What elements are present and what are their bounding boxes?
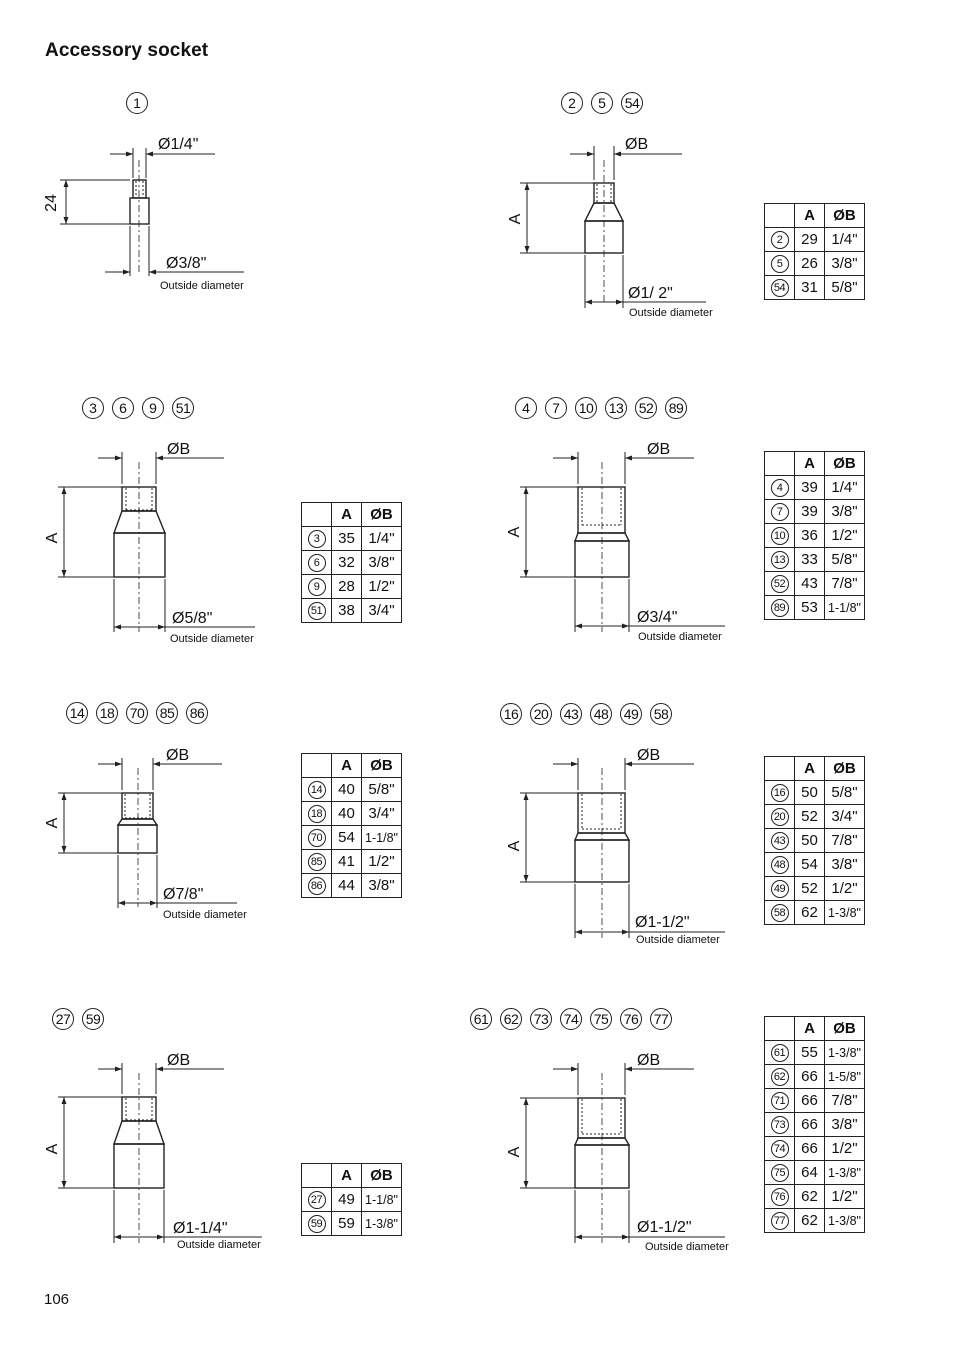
row-value-a: 66: [795, 1137, 825, 1161]
row-value-a: 38: [332, 599, 362, 623]
row-value-b: 3/4": [362, 599, 402, 623]
header-blank: [765, 757, 795, 781]
row-value-a: 64: [795, 1161, 825, 1185]
part-number-circle: 2: [561, 92, 583, 114]
bottom-diameter-label: Ø5/8": [172, 610, 213, 627]
table-row: [765, 853, 865, 877]
part-number-circle: 7: [545, 397, 567, 419]
table-row: [302, 874, 402, 898]
part-number-circle: 48: [771, 856, 789, 874]
row-part-number: [765, 476, 795, 500]
row-value-a: 32: [332, 551, 362, 575]
part-number-circle: 9: [142, 397, 164, 419]
header-a: A: [795, 757, 825, 781]
row-value-b: 3/8": [825, 1113, 865, 1137]
table-row: [302, 527, 402, 551]
row-part-number: [765, 1185, 795, 1209]
bottom-diameter-label: Ø1-1/2": [637, 1219, 692, 1236]
row-value-b: 7/8": [825, 829, 865, 853]
header-b: ØB: [825, 452, 865, 476]
length-label: A: [506, 1146, 523, 1158]
bottom-diameter-label: Ø1/ 2": [628, 285, 673, 302]
part-number-circle: 5: [591, 92, 613, 114]
row-value-b: 3/8": [825, 500, 865, 524]
part-number-circle: 14: [66, 702, 88, 724]
part-number-circle: 4: [515, 397, 537, 419]
header-a: A: [332, 754, 362, 778]
header-b: ØB: [362, 754, 402, 778]
part-number-circle: 85: [156, 702, 178, 724]
row-part-number: [765, 1161, 795, 1185]
part-number-group: [500, 703, 680, 727]
row-value-b: 1/2": [362, 850, 402, 874]
row-part-number: [765, 1209, 795, 1233]
part-number-circle: 3: [82, 397, 104, 419]
row-part-number: [765, 1113, 795, 1137]
part-number-circle: 49: [620, 703, 642, 725]
part-number-circle: 20: [530, 703, 552, 725]
row-value-b: 1-3/8": [825, 1161, 865, 1185]
table-row: [765, 1137, 865, 1161]
row-value-a: 36: [795, 524, 825, 548]
part-number-circle: 73: [530, 1008, 552, 1030]
header-a: A: [795, 1017, 825, 1041]
header-blank: [302, 503, 332, 527]
part-number-circle: 74: [560, 1008, 582, 1030]
row-part-number: [765, 877, 795, 901]
part-number-circle: 18: [308, 805, 326, 823]
length-label: 24: [43, 194, 60, 212]
part-number-circle: 4: [771, 479, 789, 497]
row-part-number: [765, 548, 795, 572]
row-value-b: 1-1/8": [825, 596, 865, 620]
part-number-group: [470, 1008, 680, 1032]
length-label: A: [44, 532, 61, 544]
part-number-circle: 7: [771, 503, 789, 521]
dimension-table: [764, 203, 865, 300]
table-row: [302, 1212, 402, 1236]
top-diameter-label: ØB: [637, 1052, 661, 1069]
table-row: [765, 1089, 865, 1113]
header-a: A: [795, 204, 825, 228]
table-header-row: [302, 503, 402, 527]
row-value-a: 33: [795, 548, 825, 572]
bottom-diameter-label: Ø7/8": [163, 886, 204, 903]
row-value-b: 1/2": [825, 1185, 865, 1209]
table-row: [765, 276, 865, 300]
row-part-number: [765, 524, 795, 548]
table-row: [765, 252, 865, 276]
row-part-number: [302, 599, 332, 623]
row-part-number: [765, 596, 795, 620]
row-part-number: [302, 1188, 332, 1212]
table-row: [765, 1185, 865, 1209]
part-number-circle: 16: [771, 784, 789, 802]
row-value-a: 40: [332, 778, 362, 802]
dimension-table: [764, 756, 865, 925]
row-part-number: [302, 1212, 332, 1236]
part-number-circle: 27: [52, 1008, 74, 1030]
row-part-number: [765, 500, 795, 524]
row-value-a: 40: [332, 802, 362, 826]
part-number-circle: 5: [771, 255, 789, 273]
length-label: A: [506, 840, 523, 852]
dimension-table: [301, 502, 402, 623]
row-value-a: 43: [795, 572, 825, 596]
part-number-circle: 70: [308, 829, 326, 847]
row-part-number: [302, 802, 332, 826]
table-row: [765, 596, 865, 620]
part-number-circle: 70: [126, 702, 148, 724]
row-value-a: 66: [795, 1089, 825, 1113]
part-number-group: [66, 702, 216, 726]
header-blank: [765, 452, 795, 476]
header-b: ØB: [825, 204, 865, 228]
row-value-a: 53: [795, 596, 825, 620]
part-number-circle: 54: [771, 279, 789, 297]
header-b: ØB: [825, 1017, 865, 1041]
row-part-number: [302, 551, 332, 575]
row-value-b: 1/2": [825, 1137, 865, 1161]
header-b: ØB: [362, 503, 402, 527]
row-value-b: 5/8": [825, 548, 865, 572]
table-row: [765, 572, 865, 596]
outside-diameter-note: Outside diameter: [177, 1239, 261, 1251]
row-value-a: 49: [332, 1188, 362, 1212]
row-value-b: 3/8": [362, 874, 402, 898]
row-value-a: 50: [795, 781, 825, 805]
part-number-circle: 1: [126, 92, 148, 114]
part-number-circle: 86: [308, 877, 326, 895]
row-value-b: 3/8": [825, 252, 865, 276]
part-number-circle: 16: [500, 703, 522, 725]
part-number-circle: 59: [308, 1215, 326, 1233]
row-part-number: [765, 572, 795, 596]
header-blank: [765, 204, 795, 228]
part-number-circle: 10: [771, 527, 789, 545]
part-number-circle: 27: [308, 1191, 326, 1209]
page-number: 106: [44, 1291, 70, 1308]
row-part-number: [765, 829, 795, 853]
part-number-group: [52, 1008, 112, 1032]
table-row: [765, 1065, 865, 1089]
part-number-circle: 13: [605, 397, 627, 419]
row-part-number: [302, 874, 332, 898]
row-value-a: 39: [795, 476, 825, 500]
row-value-a: 39: [795, 500, 825, 524]
row-value-b: 1-3/8": [825, 1209, 865, 1233]
row-value-b: 1-3/8": [825, 901, 865, 925]
table-row: [302, 575, 402, 599]
length-label: A: [507, 213, 524, 225]
header-blank: [765, 1017, 795, 1041]
row-value-b: 1-3/8": [825, 1041, 865, 1065]
part-number-circle: 58: [650, 703, 672, 725]
table-header-row: [302, 754, 402, 778]
row-value-a: 55: [795, 1041, 825, 1065]
table-row: [302, 1188, 402, 1212]
length-label: A: [506, 526, 523, 538]
part-number-circle: 76: [771, 1188, 789, 1206]
part-number-circle: 52: [771, 575, 789, 593]
dimension-table: [764, 451, 865, 620]
row-value-b: 3/4": [362, 802, 402, 826]
table-row: [765, 476, 865, 500]
row-value-b: 1-3/8": [362, 1212, 402, 1236]
row-value-a: 52: [795, 805, 825, 829]
page-title: Accessory socket: [45, 40, 209, 61]
part-number-circle: 76: [620, 1008, 642, 1030]
part-number-circle: 6: [308, 554, 326, 572]
part-number-circle: 49: [771, 880, 789, 898]
row-value-b: 1/2": [825, 877, 865, 901]
table-row: [765, 1161, 865, 1185]
row-value-a: 31: [795, 276, 825, 300]
bottom-diameter-label: Ø3/8": [166, 255, 207, 272]
row-part-number: [302, 575, 332, 599]
row-value-b: 5/8": [362, 778, 402, 802]
part-number-circle: 89: [665, 397, 687, 419]
row-value-a: 44: [332, 874, 362, 898]
row-part-number: [302, 527, 332, 551]
table-row: [765, 1209, 865, 1233]
part-number-circle: 89: [771, 599, 789, 617]
dimension-table: [764, 1016, 865, 1233]
table-header-row: [765, 452, 865, 476]
top-diameter-label: ØB: [167, 1052, 191, 1069]
outside-diameter-note: Outside diameter: [629, 307, 713, 319]
row-part-number: [765, 252, 795, 276]
top-diameter-label: ØB: [167, 441, 191, 458]
row-value-a: 50: [795, 829, 825, 853]
row-value-a: 62: [795, 901, 825, 925]
row-value-b: 5/8": [825, 781, 865, 805]
row-value-a: 54: [332, 826, 362, 850]
outside-diameter-note: Outside diameter: [170, 633, 254, 645]
table-row: [302, 826, 402, 850]
table-row: [765, 901, 865, 925]
part-number-circle: 58: [771, 904, 789, 922]
part-number-circle: 20: [771, 808, 789, 826]
row-value-a: 54: [795, 853, 825, 877]
row-part-number: [765, 228, 795, 252]
bottom-diameter-label: Ø1-1/4": [173, 1220, 228, 1237]
row-part-number: [765, 1041, 795, 1065]
part-number-circle: 52: [635, 397, 657, 419]
top-diameter-label: ØB: [166, 747, 190, 764]
header-b: ØB: [362, 1164, 402, 1188]
row-part-number: [765, 901, 795, 925]
table-header-row: [765, 1017, 865, 1041]
part-number-circle: 74: [771, 1140, 789, 1158]
top-diameter-label: ØB: [625, 136, 649, 153]
table-row: [765, 829, 865, 853]
row-value-a: 66: [795, 1113, 825, 1137]
part-number-circle: 62: [500, 1008, 522, 1030]
row-part-number: [765, 1089, 795, 1113]
table-header-row: [765, 204, 865, 228]
row-value-b: 1-5/8": [825, 1065, 865, 1089]
row-value-b: 3/8": [362, 551, 402, 575]
part-number-circle: 77: [650, 1008, 672, 1030]
row-value-b: 1/4": [825, 476, 865, 500]
table-row: [765, 548, 865, 572]
row-part-number: [765, 1137, 795, 1161]
row-value-a: 62: [795, 1209, 825, 1233]
outside-diameter-note: Outside diameter: [160, 280, 244, 292]
table-row: [765, 1113, 865, 1137]
row-value-b: 1-1/8": [362, 1188, 402, 1212]
row-part-number: [765, 781, 795, 805]
table-row: [765, 781, 865, 805]
part-number-circle: 18: [96, 702, 118, 724]
part-number-circle: 61: [771, 1044, 789, 1062]
table-row: [765, 228, 865, 252]
top-diameter-label: ØB: [647, 441, 671, 458]
part-number-circle: 51: [308, 602, 326, 620]
row-value-a: 62: [795, 1185, 825, 1209]
row-part-number: [765, 805, 795, 829]
length-label: A: [44, 817, 61, 829]
part-number-group: [561, 92, 651, 116]
table-row: [765, 500, 865, 524]
row-value-b: 7/8": [825, 572, 865, 596]
row-value-a: 41: [332, 850, 362, 874]
header-a: A: [795, 452, 825, 476]
table-row: [302, 850, 402, 874]
row-part-number: [765, 1065, 795, 1089]
row-value-b: 7/8": [825, 1089, 865, 1113]
table-row: [302, 802, 402, 826]
part-number-circle: 59: [82, 1008, 104, 1030]
part-number-circle: 71: [771, 1092, 789, 1110]
top-diameter-label: ØB: [637, 747, 661, 764]
row-value-a: 26: [795, 252, 825, 276]
row-value-a: 66: [795, 1065, 825, 1089]
part-number-circle: 54: [621, 92, 643, 114]
header-blank: [302, 1164, 332, 1188]
table-row: [765, 524, 865, 548]
part-number-circle: 62: [771, 1068, 789, 1086]
row-value-b: 1/2": [825, 524, 865, 548]
bottom-diameter-label: Ø1-1/2": [635, 914, 690, 931]
row-value-b: 1/2": [362, 575, 402, 599]
part-number-circle: 43: [560, 703, 582, 725]
row-value-b: 3/8": [825, 853, 865, 877]
outside-diameter-note: Outside diameter: [163, 909, 247, 921]
part-number-circle: 2: [771, 231, 789, 249]
table-header-row: [302, 1164, 402, 1188]
header-a: A: [332, 503, 362, 527]
row-part-number: [302, 826, 332, 850]
part-number-circle: 75: [590, 1008, 612, 1030]
part-number-circle: 13: [771, 551, 789, 569]
table-row: [765, 805, 865, 829]
row-value-b: 3/4": [825, 805, 865, 829]
table-row: [765, 877, 865, 901]
outside-diameter-note: Outside diameter: [636, 934, 720, 946]
part-number-circle: 73: [771, 1116, 789, 1134]
row-value-a: 52: [795, 877, 825, 901]
table-row: [302, 551, 402, 575]
top-diameter-label: Ø1/4": [158, 136, 199, 153]
part-number-group: [515, 397, 695, 421]
row-part-number: [302, 778, 332, 802]
dimension-table: [301, 753, 402, 898]
row-part-number: [765, 853, 795, 877]
row-value-a: 59: [332, 1212, 362, 1236]
row-value-b: 1-1/8": [362, 826, 402, 850]
bottom-diameter-label: Ø3/4": [637, 609, 678, 626]
header-b: ØB: [825, 757, 865, 781]
row-value-b: 1/4": [362, 527, 402, 551]
part-number-group: [82, 397, 202, 421]
part-number-circle: 75: [771, 1164, 789, 1182]
part-number-circle: 61: [470, 1008, 492, 1030]
row-part-number: [765, 276, 795, 300]
part-number-circle: 86: [186, 702, 208, 724]
dimension-table: [301, 1163, 402, 1236]
part-number-circle: 10: [575, 397, 597, 419]
part-number-circle: 51: [172, 397, 194, 419]
table-header-row: [765, 757, 865, 781]
row-value-a: 28: [332, 575, 362, 599]
table-row: [765, 1041, 865, 1065]
length-label: A: [44, 1143, 61, 1155]
header-a: A: [332, 1164, 362, 1188]
row-value-a: 29: [795, 228, 825, 252]
row-value-a: 35: [332, 527, 362, 551]
row-value-b: 1/4": [825, 228, 865, 252]
part-number-circle: 3: [308, 530, 326, 548]
outside-diameter-note: Outside diameter: [638, 631, 722, 643]
part-number-circle: 77: [771, 1212, 789, 1230]
part-number-circle: 48: [590, 703, 612, 725]
part-number-circle: 6: [112, 397, 134, 419]
header-blank: [302, 754, 332, 778]
outside-diameter-note: Outside diameter: [645, 1241, 729, 1253]
part-number-circle: 14: [308, 781, 326, 799]
part-number-circle: 43: [771, 832, 789, 850]
row-value-b: 5/8": [825, 276, 865, 300]
part-number-circle: 9: [308, 578, 326, 596]
table-row: [302, 778, 402, 802]
row-part-number: [302, 850, 332, 874]
table-row: [302, 599, 402, 623]
part-number-circle: 85: [308, 853, 326, 871]
